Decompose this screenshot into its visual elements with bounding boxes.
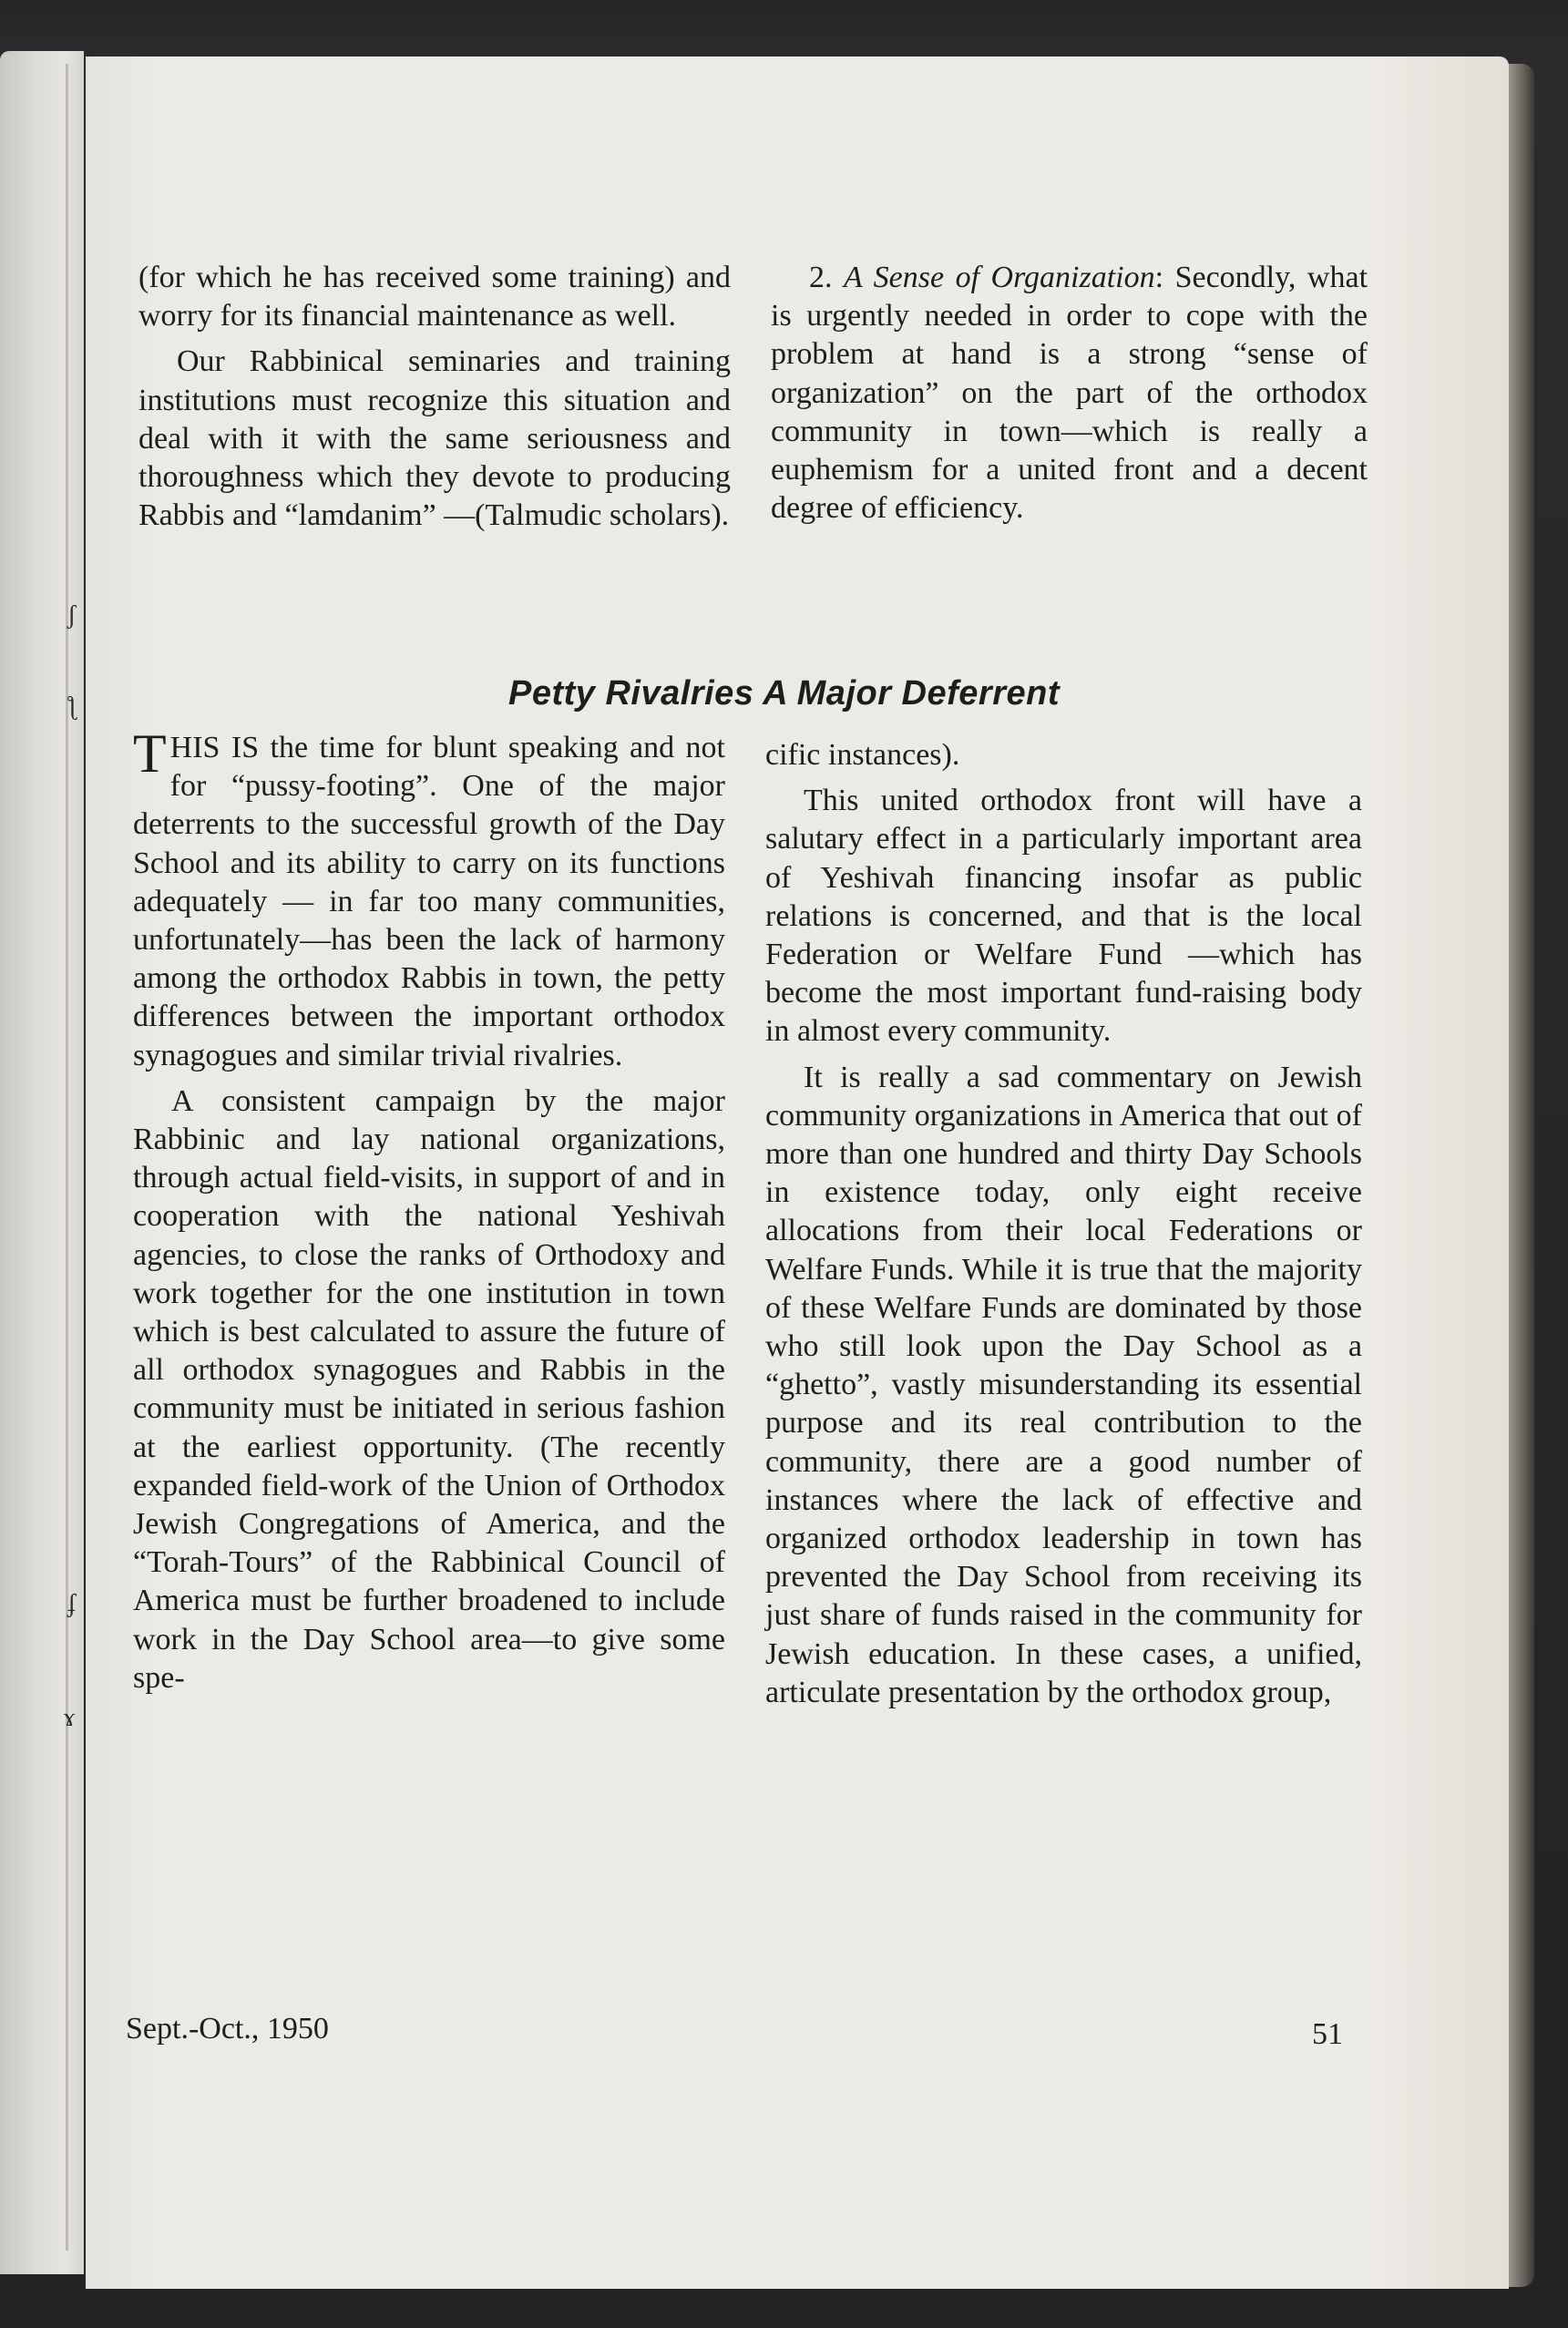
page-number: 51 xyxy=(1312,2017,1343,2051)
item-title: A Sense of Organization xyxy=(844,261,1155,294)
drop-cap: T xyxy=(133,723,167,784)
section-heading: Petty Rivalries A Major Deferrent xyxy=(508,674,1060,713)
margin-mark: ɤ xyxy=(64,1704,76,1732)
item-text: : Secondly, what is urgently needed in order to cope with the problem at hand is a strong “sense of organization” on the part of the orthodox community in town—which is really a euphemism for a united front and a decent degree of efficiency. xyxy=(771,261,1368,526)
item-number: 2. xyxy=(809,261,833,294)
paragraph: (for which he has received some training) and worry for its financial maintenance as well. xyxy=(138,261,731,333)
top-right-column xyxy=(771,259,1368,528)
paragraph: A consistent campaign by the major Rabbinic and lay national organizations, through actual field-visits, in support of and in cooperation with the national Yeshivah agencies, to close the ranks of Orthodoxy and work together for the one institution in town which is best calculated to assure the future of all orthodox synagogues and Rabbis in the community must be initiated in serious fashion at the earliest opportunity. (The recently expanded field-work of the Union of Orthodox Jewish Congregations of America, and the “Torah-Tours” of the Rabbinical Council of America must be further broadened to include work in the Day School area—to give some spe- xyxy=(133,1083,725,1695)
paragraph: This united orthodox front will have a salutary effect in a particularly important area of Yeshivah financing insofar as public relations is concerned, and that is the local Federation or Welfare Fund —which has become the most important fund-raising body in almost every community. xyxy=(765,784,1362,1049)
paragraph xyxy=(133,723,725,1075)
paragraph: cific instances). xyxy=(765,738,960,772)
paragraph-text: HIS IS the time for blunt speaking and not for “pussy-footing”. One of the major deterrents to the successful growth of the Day School and its ability to carry on its functions adequately — in far too many communities, unfortunately—has been the lack of harmony among the orthodox Rabbis in town, the petty differences between the important orthodox synagogues and similar trivial rivalries. xyxy=(133,731,725,1072)
margin-mark: ʃ xyxy=(67,601,77,630)
paragraph: It is really a sad commentary on Jewish community organizations in America that out of more than one hundred and thirty Day Schools in existence today, only eight receive allocations from their local Federations or Welfare Funds. While it is true that the majority of these Welfare Funds are dominated by those who still look upon the Day School as a “ghetto”, vastly misunderstanding its essential purpose and its real contribution to the community, there are a good number of instances where the lack of effective and organized orthodox leadership in town has prevented the Day School from receiving its just share of funds raised in the community for Jewish education. In these cases, a unified, articulate presentation by the orthodox group, xyxy=(765,1060,1362,1709)
bottom-left-column xyxy=(133,723,725,1697)
paragraph: Our Rabbinical seminaries and training institutions must recognize this situation and deal with it with the same seriousness and thoroughness which they devote to producing Rabbis and “lamdanim” —(Talmudic scholars). xyxy=(138,344,731,533)
top-left-column xyxy=(138,259,731,535)
facing-page-edge xyxy=(0,51,84,2274)
bottom-right-column xyxy=(765,736,1362,1712)
binding-gutter xyxy=(66,64,68,2251)
margin-mark: ʄ xyxy=(67,1590,77,1618)
issue-date: Sept.-Oct., 1950 xyxy=(126,2012,329,2046)
margin-mark: ƪ xyxy=(67,692,77,721)
paragraph xyxy=(771,259,1368,528)
